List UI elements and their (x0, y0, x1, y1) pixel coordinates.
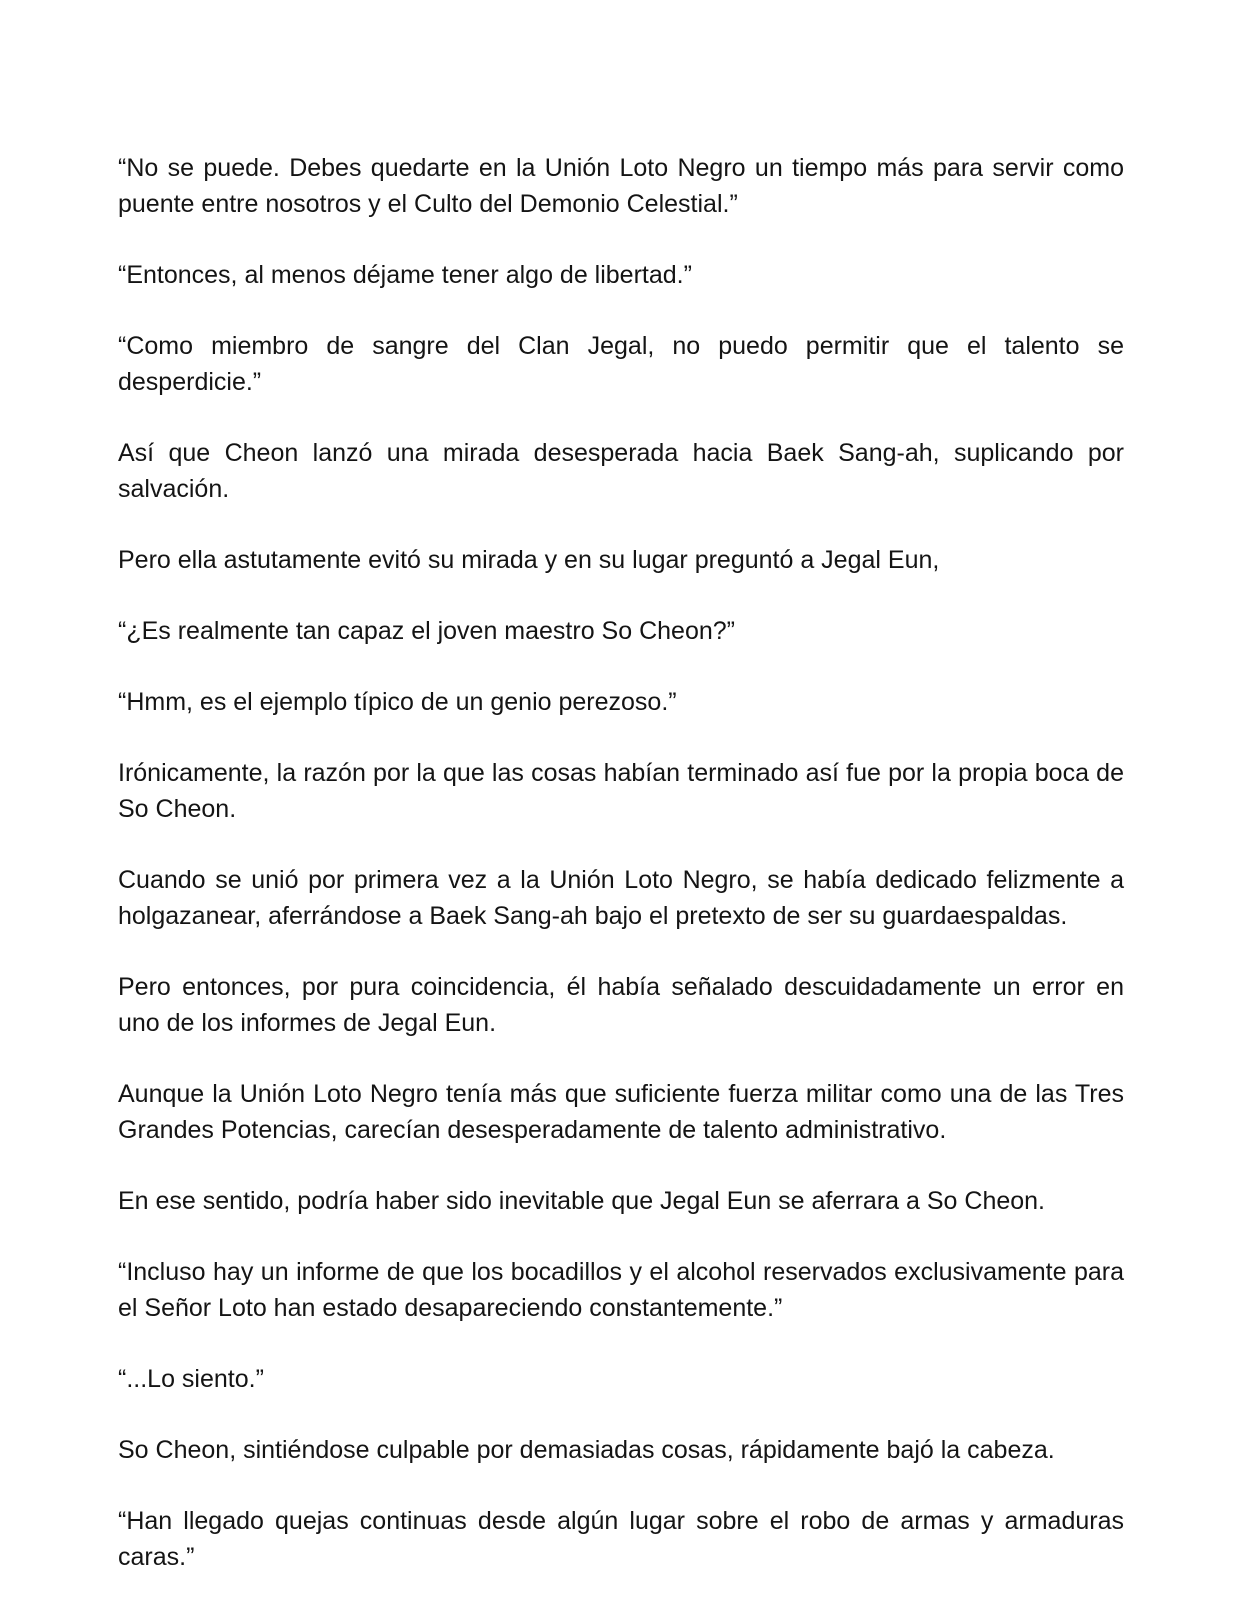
paragraph: “Incluso hay un informe de que los bocadillos y el alcohol reservados exclusivamente para el Señor Loto han estado desapareciendo constantemente.” (118, 1258, 1124, 1322)
paragraph: “¿Es realmente tan capaz el joven maestro So Cheon?” (118, 617, 735, 645)
paragraph: Irónicamente, la razón por la que las cosas habían terminado así fue por la propia boca de So Cheon. (118, 759, 1124, 823)
paragraph: Así que Cheon lanzó una mirada desesperada hacia Baek Sang-ah, suplicando por salvación. (118, 439, 1124, 503)
paragraph: Pero ella astutamente evitó su mirada y en su lugar preguntó a Jegal Eun, (118, 546, 940, 574)
paragraph: So Cheon, sintiéndose culpable por demasiadas cosas, rápidamente bajó la cabeza. (118, 1436, 1055, 1464)
paragraph: Aunque la Unión Loto Negro tenía más que suficiente fuerza militar como una de las Tres Grandes Potencias, carecían desesperadamente de talento administrativo. (118, 1080, 1124, 1144)
paragraph: Cuando se unió por primera vez a la Unión Loto Negro, se había dedicado felizmente a holgazanear, aferrándose a Baek Sang-ah bajo el pretexto de ser su guardaespaldas. (118, 866, 1124, 930)
paragraph: “Entonces, al menos déjame tener algo de libertad.” (118, 261, 692, 289)
paragraph: “Han llegado quejas continuas desde algún lugar sobre el robo de armas y armaduras caras.” (118, 1507, 1124, 1571)
paragraph: “No se puede. Debes quedarte en la Unión Loto Negro un tiempo más para servir como puente entre nosotros y el Culto del Demonio Celestial.” (118, 154, 1124, 218)
paragraph: “Como miembro de sangre del Clan Jegal, no puedo permitir que el talento se desperdicie.” (118, 332, 1124, 396)
paragraph: “Hmm, es el ejemplo típico de un genio perezoso.” (118, 688, 677, 716)
paragraph: En ese sentido, podría haber sido inevitable que Jegal Eun se aferrara a So Cheon. (118, 1187, 1046, 1215)
paragraph: “...Lo siento.” (118, 1365, 264, 1393)
text-body (118, 150, 1124, 1610)
paragraph: Pero entonces, por pura coincidencia, él había señalado descuidadamente un error en uno de los informes de Jegal Eun. (118, 973, 1124, 1037)
